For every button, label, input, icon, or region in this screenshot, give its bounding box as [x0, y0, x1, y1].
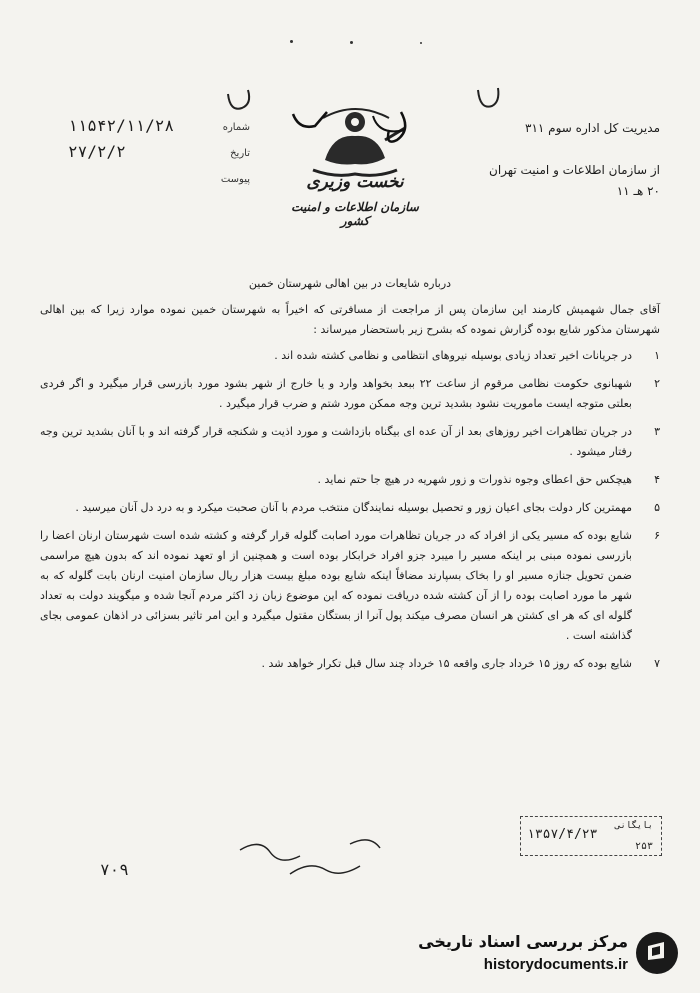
list-item — [40, 470, 660, 490]
item-text: هیچکس حق اعطای وجوه نذورات و زور شهریه در هیچ جا حتم نماید . — [317, 473, 632, 486]
attachment-label: پیوست — [220, 174, 250, 185]
subject-line: درباره شایعات در بین اهالی شهرستان خمین — [248, 277, 452, 290]
list-item — [40, 498, 660, 518]
watermark-title: مرکز بررسی اسناد تاریخی — [418, 932, 628, 951]
item-text: شایع بوده که روز ۱۵ خرداد جاری واقعه ۱۵ خرداد چند سال قبل تکرار خواهد شد . — [261, 657, 632, 670]
corner-scribble-right — [470, 80, 510, 120]
list-item — [40, 374, 660, 414]
ministry-name: نخست وزیری — [306, 172, 404, 192]
item-number: ۱ — [654, 349, 660, 362]
archive-logo-icon — [634, 930, 680, 976]
archive-stamp — [520, 816, 662, 856]
item-text: در جریان تظاهرات اخیر روزهای بعد از آن عده ای بیگناه بازداشت و مورد اذیت و شکنجه قرار گرفته اند و با آنان بشدید ترین وجه رفتار میشود . — [40, 425, 632, 458]
item-text: در جریانات اخیر تعداد زیادی بوسیله نیروهای انتظامی و نظامی کشته شده اند . — [274, 349, 632, 362]
code-line: ۲۰ هـ ۱۱ — [616, 183, 660, 198]
date-label: تاریخ — [230, 148, 250, 159]
item-number: ۳ — [654, 425, 660, 438]
intro-paragraph: آقای جمال شهمیش کارمند این سازمان پس از مراجعت از مسافرتی که اخیراً به شهرستان خمین نموده موارد زیرا که بین اهالی شهرستان مذکور شایع بوده گزارش نموده که بشرح زیر باستحضار میرساند : — [40, 303, 660, 336]
organization-name: سازمان اطلاعات و امنیت کشور — [291, 200, 419, 228]
date-value: ۲۷/۲/۲ — [68, 142, 126, 161]
list-item — [40, 526, 660, 646]
header-routing — [400, 118, 660, 201]
list-item — [40, 422, 660, 462]
stamp-date: ۱۳۵۷/۴/۲۳ — [527, 827, 598, 842]
sender-line: از سازمان اطلاعات و امنیت تهران — [489, 163, 660, 178]
header-reference — [60, 116, 250, 194]
number-label: شماره — [222, 122, 250, 133]
item-number: ۷ — [654, 657, 660, 670]
recipient-line: مدیریت کل اداره سوم ۳۱۱ — [525, 121, 660, 135]
corner-scribble-left — [222, 86, 262, 116]
watermark-url: historydocuments.ir — [483, 956, 628, 973]
secret-handwritten-mark — [285, 100, 425, 160]
list-item — [40, 654, 660, 674]
page-number: ۷۰۹ — [100, 860, 129, 879]
item-number: ۵ — [654, 501, 660, 514]
item-number: ۶ — [654, 529, 660, 542]
signature-scribble — [230, 830, 400, 890]
document-body — [40, 300, 660, 682]
item-text: شهبانوی حکومت نظامی مرقوم از ساعت ۲۲ ببعد بخواهد وارد و یا خارج از شهر بشود مورد بازرسی قرار میگیرد و اگر فردی بعلتی متوجه ایست ماموریت نشود بشدید ترین وجه ممکن مورد شتم و ضرب قرار میگیرد . — [40, 377, 632, 410]
item-text: شایع بوده که مسیر یکی از افراد که در جریان تظاهرات مورد اصابت گلوله قرار گرفته و کشته شده است شهرستان ارنان اعضا را بازرسی نموده مبنی بر اینکه مسیر را میبرد جزو افراد خرابکار بوده است و همچنین از او تعهد نموده اند که بدون هیچ مراسمی ضمن تحویل جنازه مسیر او را بخاک بسپارند مضافاً اینکه شایع بوده مبلغ بیست هزار ریال سازمان امنیت ارنان بابت گلوله که به شهر ما مورد اصابت بوده را از آن کشته شده دریافت نموده که این موضوع زبان زد اکثر مردم آنجا شده و میگویند دولت به تعداد گلوله ای که هر ای کشتن هر انسان مصرف میکند پول آنرا از بستگان مقتول میگیرد و این امر تاثیر بسزائی در اذهان عمومی بجای گذاشته است . — [40, 529, 632, 642]
stamp-ref: ۲۵۳ — [634, 841, 653, 852]
number-value: ۱۱۵۴۲/۱۱/۲۸ — [68, 116, 174, 135]
item-number: ۲ — [654, 377, 660, 390]
stamp-label: بایگانی — [615, 821, 653, 831]
archive-watermark — [398, 924, 688, 984]
item-number: ۴ — [654, 473, 660, 486]
item-text: مهمترین کار دولت بجای اعیان زور و تحصیل بوسیله نمایندگان منتخب مردم با آنان صحبت میکرد و به درد دل آنان میرسید . — [75, 501, 632, 514]
list-item — [40, 346, 660, 366]
